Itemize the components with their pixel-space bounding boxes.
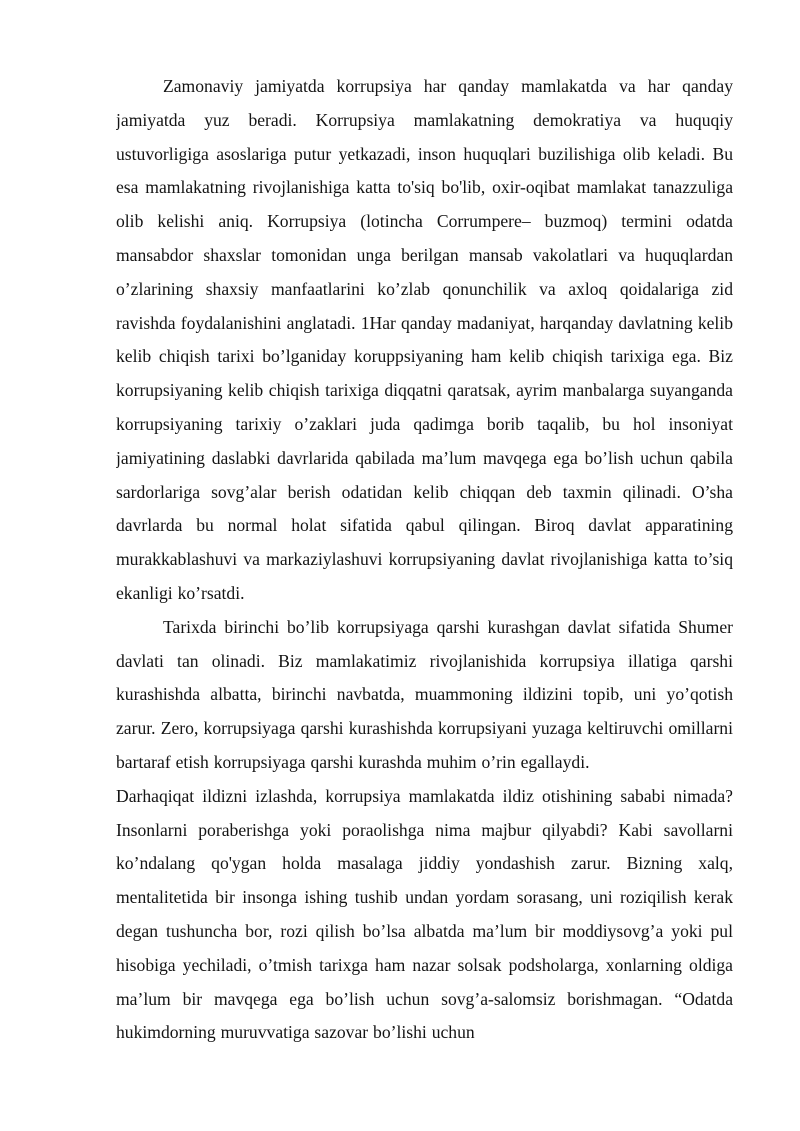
paragraph-2: Tarixda birinchi bo’lib korrupsiyaga qarshi kurashgan davlat sifatida Shumer davlati tan olinadi. Biz mamlakatimiz rivojlanishida korrupsiya illatiga qarshi kurashishda albatta, birinchi navbatda, muammoning ildizini topib, uni yo’qotish zarur. Zero, korrupsiyaga qarshi kurashishda korrupsiyani yuzaga keltiruvchi omillarni bartaraf etish korrupsiyaga qarshi kurashda muhim o’rin egallaydi. bbox=[116, 616, 733, 772]
paragraph-3: Darhaqiqat ildizni izlashda, korrupsiya mamlakatda ildiz otishining sababi nimada? Insonlarni poraberishga yoki poraolishga nima majbur qilyabdi? Kabi savollarni ko’ndalang qo'ygan holda masalaga jiddiy yondashish zarur. Bizning xalq, mentalitetida bir insonga ishing tushib undan yordam sorasang, uni roziqilish kerak degan tushuncha bor, rozi qilish bo’lsa albatda ma’lum bir moddiysovg’a yoki pul hisobiga yechiladi, o’tmish tarixga ham nazar solsak podsholarga, xonlarning oldiga ma’lum bir mavqega ega bo’lish uchun sovg’a-salomsiz borishmagan. “Odatda hukimdorning muruvvatiga sazovar bo’lishi uchun bbox=[116, 785, 733, 1043]
paragraph-1: Zamonaviy jamiyatda korrupsiya har qanday mamlakatda va har qanday jamiyatda yuz beradi. Korrupsiya mamlakatning demokratiya va huquqiy ustuvorligiga asoslariga putur yetkazadi, inson huquqlari buzilishiga olib keladi. Bu esa mamlakatning rivojlanishiga katta to'siq bo'lib, oxir-oqibat mamlakat tanazzuliga olib kelishi aniq. Korrupsiya (lotincha Corrumpere– buzmoq) termini odatda mansabdor shaxslar tomonidan unga berilgan mansab vakolatlari va huquqlardan o’zlarining shaxsiy manfaatlarini ko’zlab qonunchilik va axloq qoidalariga zid ravishda foydalanishini anglatadi. 1Har qanday madaniyat, harqanday davlatning kelib kelib chiqish tarixi bo’lganiday koruppsiyaning ham kelib chiqish tarixiga ega. Biz korrupsiyaning kelib chiqish tarixiga diqqatni qaratsak, ayrim manbalarga suyanganda korrupsiyaning tarixiy o’zaklari juda qadimga borib taqalib, bu hol insoniyat jamiyatining daslabki davrlarida qabilada ma’lum mavqega ega bo’lish uchun qabila sardorlariga sovg’alar berish odatidan kelib chiqqan deb taxmin qilinadi. O’sha davrlarda bu normal holat sifatida qabul qilingan. Biroq davlat apparatining murakkablashuvi va markaziylashuvi korrupsiyaning davlat rivojlanishiga katta to’siq ekanligi ko’rsatdi. bbox=[116, 76, 733, 603]
document-body bbox=[116, 70, 733, 1082]
document-page bbox=[116, 70, 733, 1082]
